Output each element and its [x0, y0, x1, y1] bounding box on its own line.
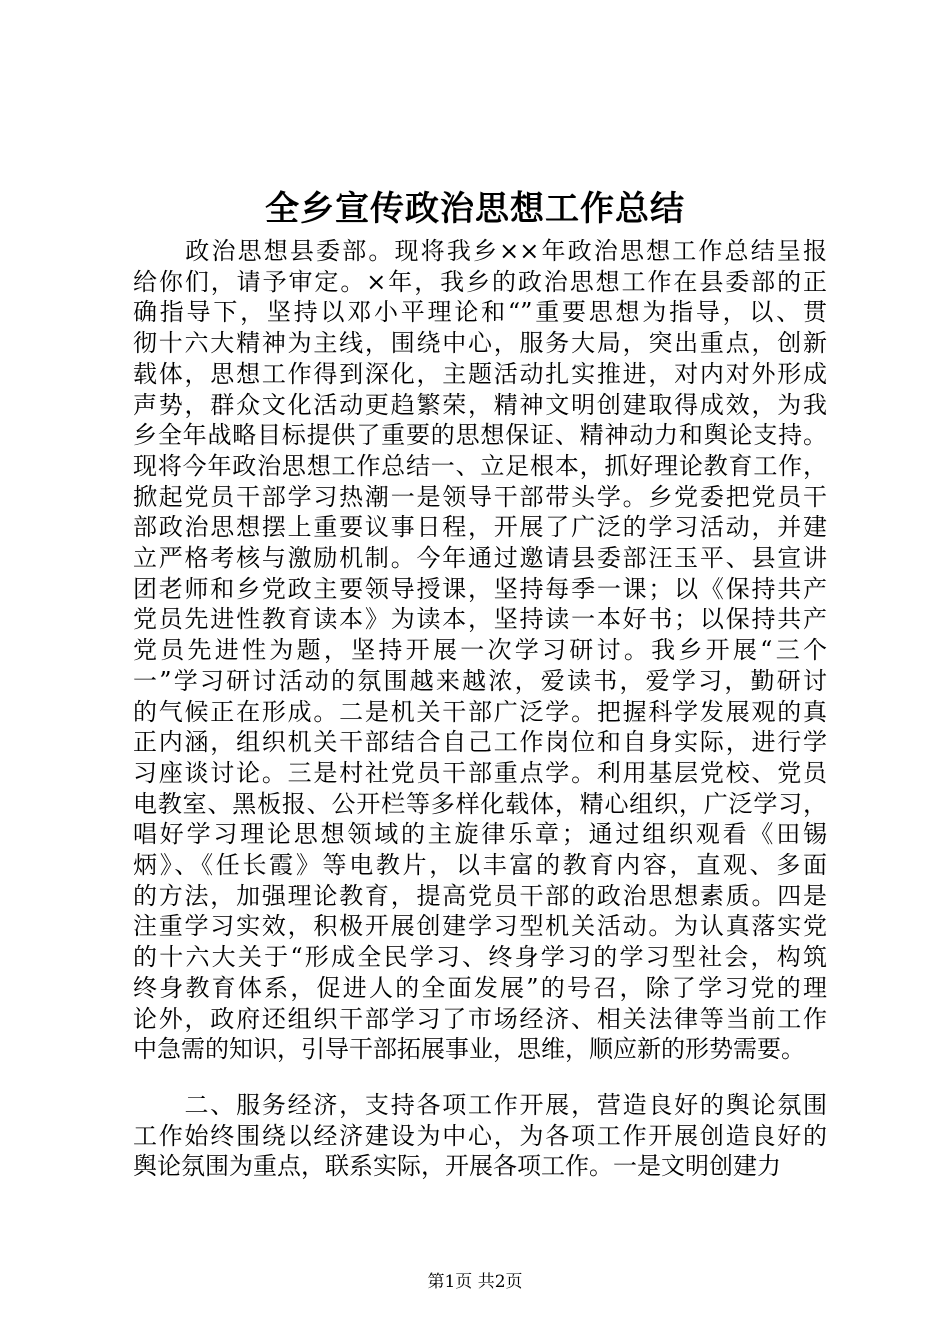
paragraph-line: 团老师和乡党政主要领导授课，坚持每季一课；以《保持共产: [133, 574, 827, 603]
paragraph-line: 现将今年政治思想工作总结一、立足根本，抓好理论教育工作，: [133, 451, 827, 480]
paragraph-line: 终身教育体系，促进人的全面发展”的号召，除了学习党的理: [133, 973, 827, 1002]
paragraph-line: 工作始终围绕以经济建设为中心，为各项工作开展创造良好的: [133, 1121, 827, 1150]
paragraph-line: 的方法，加强理论教育，提高党员干部的政治思想素质。四是: [133, 881, 827, 910]
paragraph-line: 彻十六大精神为主线，围绕中心，服务大局，突出重点，创新: [133, 329, 827, 358]
document-title: 全乡宣传政治思想工作总结: [265, 189, 685, 229]
paragraph-line: 论外，政府还组织干部学习了市场经济、相关法律等当前工作: [133, 1004, 827, 1033]
paragraph-2: [133, 1090, 827, 1182]
page-footer: 第1页 共2页: [427, 1272, 523, 1292]
paragraph-line: 一”学习研讨活动的氛围越来越浓，爱读书，爱学习，勤研讨: [133, 666, 827, 695]
paragraph-line: 电教室、黑板报、公开栏等多样化载体，精心组织，广泛学习，: [133, 789, 827, 818]
paragraph-line: 舆论氛围为重点，联系实际，开展各项工作。一是文明创建力: [133, 1152, 781, 1181]
paragraph-line: 唱好学习理论思想领域的主旋律乐章；通过组织观看《田锡: [133, 820, 827, 849]
paragraph-line: 乡全年战略目标提供了重要的思想保证、精神动力和舆论支持。: [133, 421, 827, 450]
paragraph-line: 的气候正在形成。二是机关干部广泛学。把握科学发展观的真: [133, 697, 827, 726]
paragraph-line: 党员先进性教育读本》为读本，坚持读一本好书；以保持共产: [133, 605, 827, 634]
paragraph-line: 的十六大关于“形成全民学习、终身学习的学习型社会，构筑: [133, 943, 827, 972]
paragraph-line: 正内涵，组织机关干部结合自己工作岗位和自身实际，进行学: [133, 728, 827, 757]
paragraph-line: 声势，群众文化活动更趋繁荣，精神文明创建取得成效，为我: [133, 390, 827, 419]
paragraph-line: 载体，思想工作得到深化，主题活动扎实推进，对内对外形成: [133, 359, 827, 388]
paragraph-line: 中急需的知识，引导干部拓展事业，思维，顺应新的形势需要。: [133, 1035, 805, 1064]
paragraph-line: 掀起党员干部学习热潮一是领导干部带头学。乡党委把党员干: [133, 482, 827, 511]
paragraph-line: 二、服务经济，支持各项工作开展，营造良好的舆论氛围: [133, 1091, 827, 1119]
paragraph-line: 习座谈讨论。三是村社党员干部重点学。利用基层党校、党员: [133, 758, 827, 787]
paragraph-line: 立严格考核与激励机制。今年通过邀请县委部汪玉平、县宣讲: [133, 544, 827, 573]
paragraph-1: [133, 236, 827, 1065]
paragraph-line: 部政治思想摆上重要议事日程，开展了广泛的学习活动，并建: [133, 513, 827, 542]
paragraph-line: 给你们，请予审定。×年，我乡的政治思想工作在县委部的正: [133, 267, 827, 296]
paragraph-line: 炳》、《任长霞》等电教片，以丰富的教育内容，直观、多面: [133, 851, 827, 880]
paragraph-line: 注重学习实效，积极开展创建学习型机关活动。为认真落实党: [133, 912, 827, 941]
paragraph-line: 确指导下，坚持以邓小平理论和“”重要思想为指导，以、贯: [133, 298, 827, 327]
paragraph-line: 政治思想县委部。现将我乡××年政治思想工作总结呈报: [133, 237, 827, 265]
paragraph-line: 党员先进性为题，坚持开展一次学习研讨。我乡开展“三个: [133, 636, 827, 665]
